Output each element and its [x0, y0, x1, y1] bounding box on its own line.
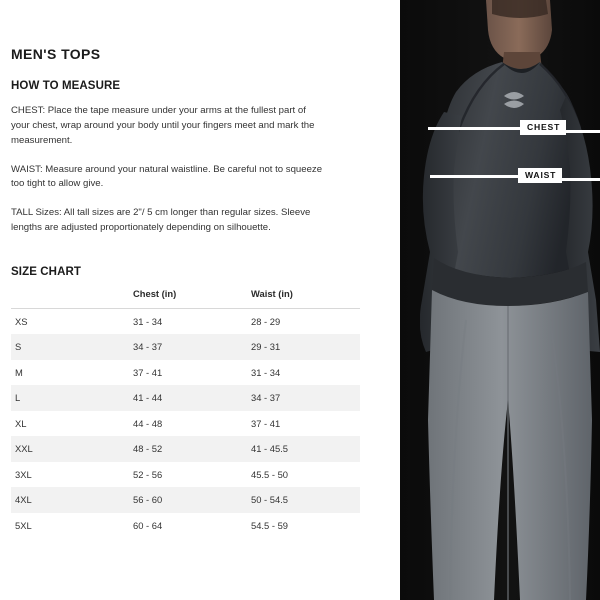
column-header-waist: Waist (in)	[247, 280, 360, 309]
model-photo-panel	[400, 0, 600, 600]
cell-waist: 29 - 31	[247, 334, 360, 360]
table-header-row	[11, 280, 360, 309]
table-row	[11, 462, 360, 488]
table-row	[11, 487, 360, 513]
cell-chest: 34 - 37	[129, 334, 247, 360]
chest-tape-line	[428, 127, 520, 130]
table-row	[11, 309, 360, 335]
cell-chest: 52 - 56	[129, 462, 247, 488]
chest-instruction-text: CHEST: Place the tape measure under your arms at the fullest part of your chest, wrap around your body until your fingers meet and mark the measurement.	[11, 105, 315, 146]
cell-chest: 31 - 34	[129, 309, 247, 335]
size-chart-table	[11, 280, 360, 538]
column-header-size	[11, 280, 129, 309]
cell-waist: 50 - 54.5	[247, 487, 360, 513]
cell-size: 3XL	[11, 462, 129, 488]
size-chart	[11, 280, 360, 538]
waist-callout-label: WAIST	[518, 168, 562, 183]
cell-chest: 37 - 41	[129, 360, 247, 386]
cell-chest: 44 - 48	[129, 411, 247, 437]
cell-size: XL	[11, 411, 129, 437]
waist-instruction-text: WAIST: Measure around your natural waistline. Be careful not to squeeze too tight to allow give.	[11, 163, 323, 190]
cell-waist: 54.5 - 59	[247, 513, 360, 539]
cell-size: 4XL	[11, 487, 129, 513]
model-illustration	[400, 0, 600, 600]
table-row	[11, 334, 360, 360]
cell-chest: 60 - 64	[129, 513, 247, 539]
cell-waist: 34 - 37	[247, 385, 360, 411]
table-row	[11, 436, 360, 462]
cell-size: XS	[11, 309, 129, 335]
how-to-measure-heading: HOW TO MEASURE	[11, 80, 121, 92]
page-title: MEN'S TOPS	[11, 46, 101, 62]
cell-size: 5XL	[11, 513, 129, 539]
cell-waist: 31 - 34	[247, 360, 360, 386]
cell-chest: 48 - 52	[129, 436, 247, 462]
table-body	[11, 309, 360, 539]
table-row	[11, 411, 360, 437]
cell-chest: 56 - 60	[129, 487, 247, 513]
cell-waist: 45.5 - 50	[247, 462, 360, 488]
text-content	[0, 0, 400, 278]
cell-size: XXL	[11, 436, 129, 462]
table-header	[11, 280, 360, 309]
cell-size: M	[11, 360, 129, 386]
chest-callout-label: CHEST	[520, 120, 566, 135]
cell-waist: 41 - 45.5	[247, 436, 360, 462]
tall-sizes-instruction-text: TALL Sizes: All tall sizes are 2"/ 5 cm longer than regular sizes. Sleeve lengths are adjusted proportionately depending on silhouette.	[11, 207, 311, 234]
cell-chest: 41 - 44	[129, 385, 247, 411]
cell-waist: 37 - 41	[247, 411, 360, 437]
table-row	[11, 360, 360, 386]
cell-waist: 28 - 29	[247, 309, 360, 335]
cell-size: L	[11, 385, 129, 411]
waist-tape-line-right	[556, 178, 600, 181]
table-row	[11, 513, 360, 539]
cell-size: S	[11, 334, 129, 360]
size-chart-heading: SIZE CHART	[11, 266, 81, 279]
waist-tape-line	[430, 175, 518, 178]
model-figure-icon	[400, 0, 600, 600]
table-row	[11, 385, 360, 411]
column-header-chest: Chest (in)	[129, 280, 247, 309]
